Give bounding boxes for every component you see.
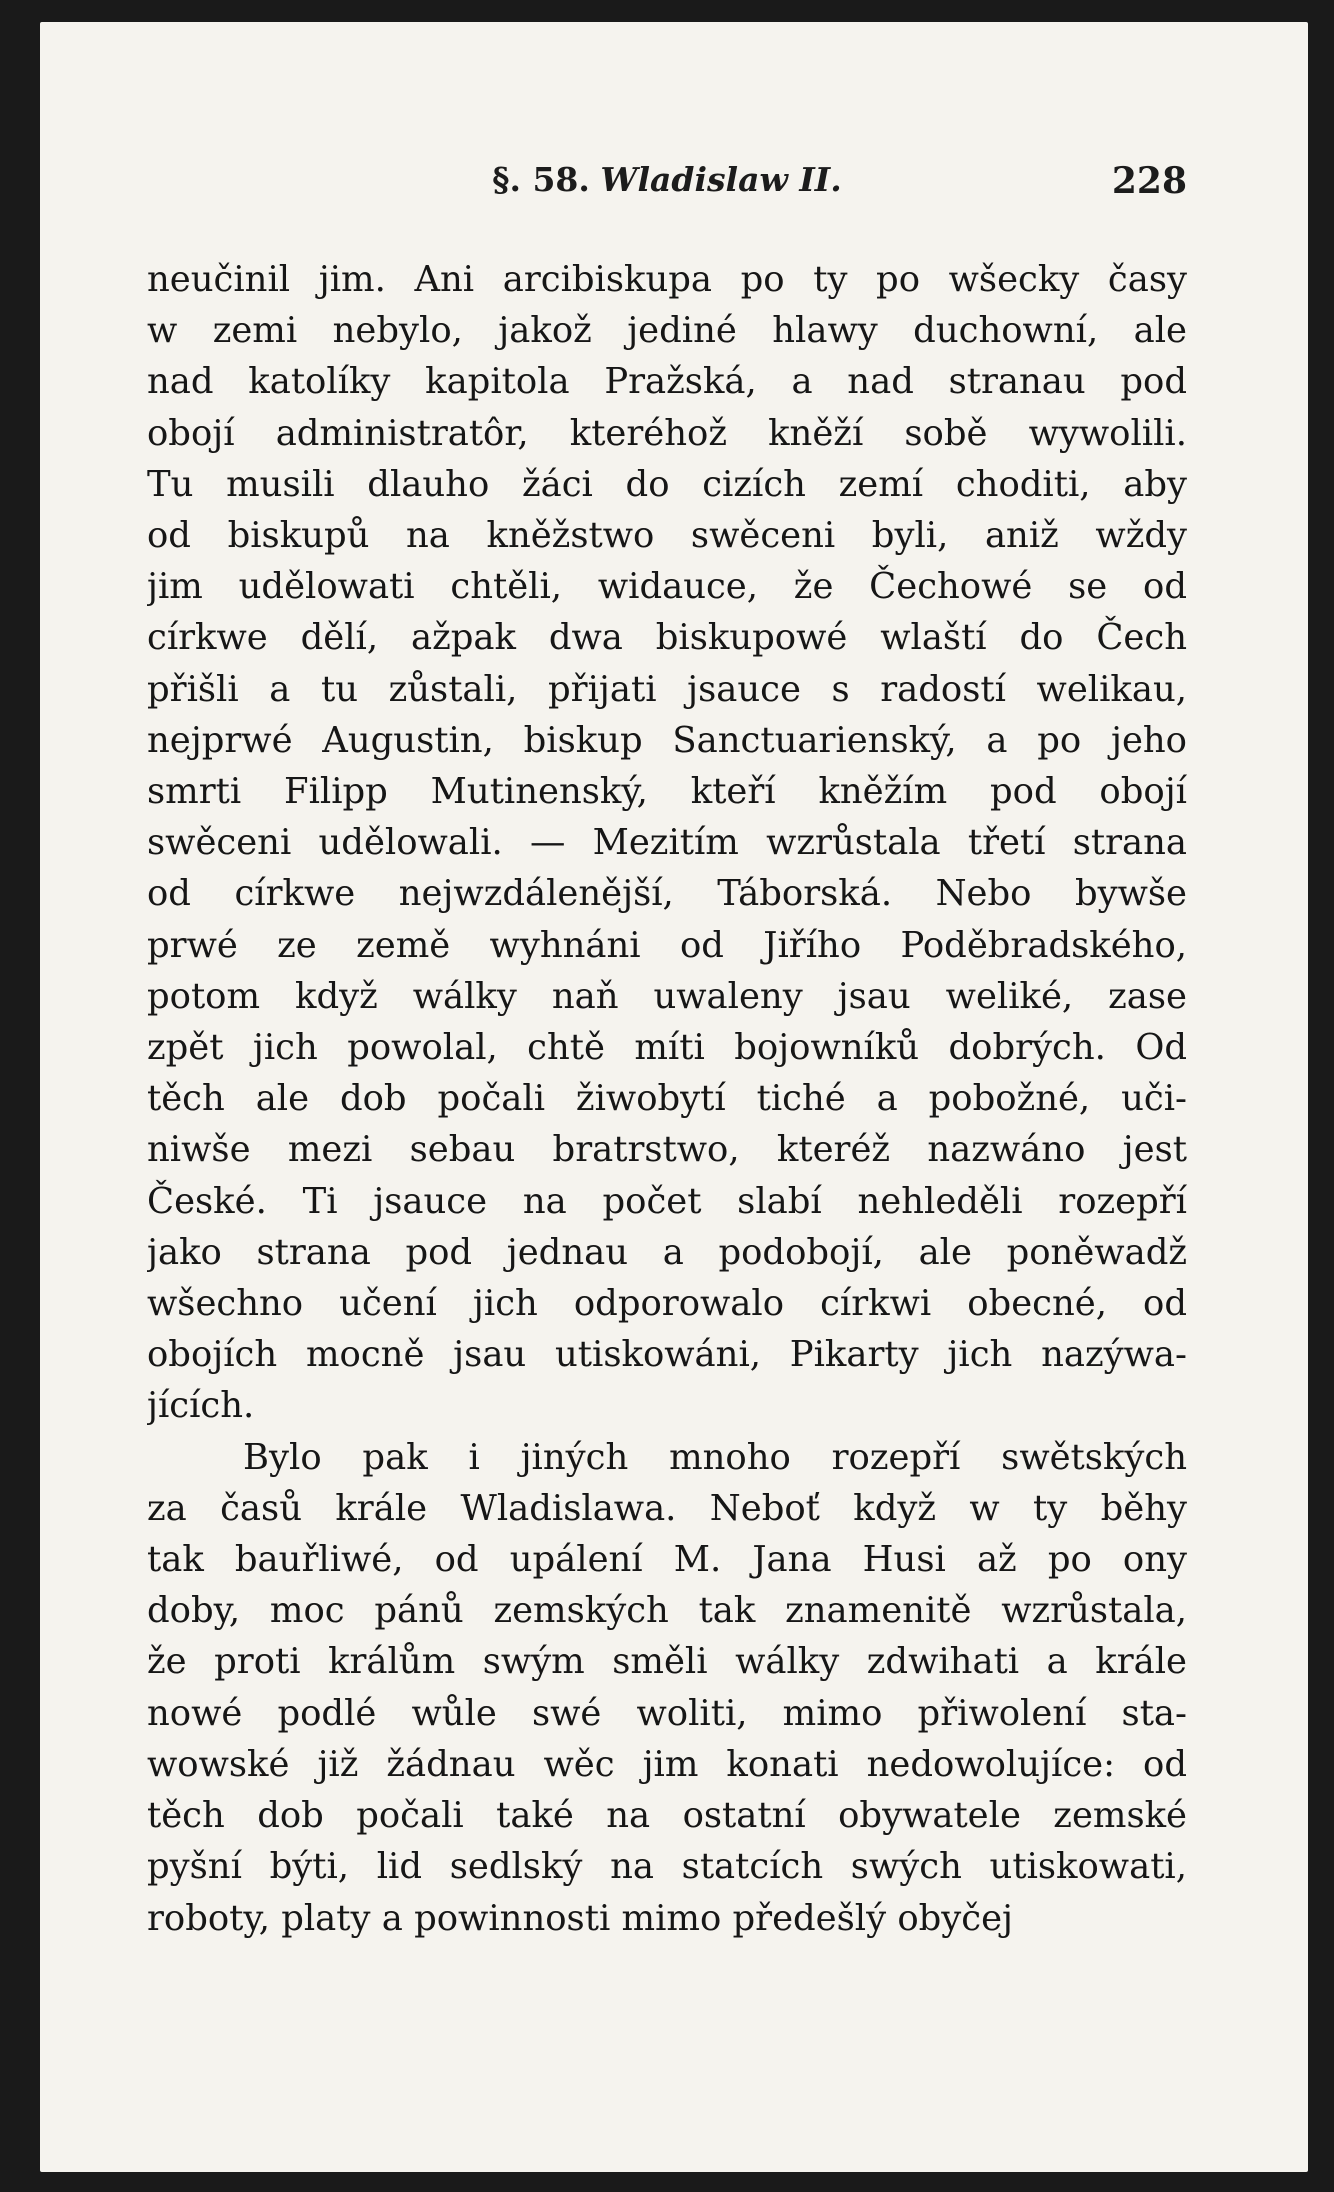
text-line: jim udělowati chtěli, widauce, že Čechowé se od bbox=[147, 566, 1187, 608]
text-line: smrti Filipp Mutinenský, kteří kněžím pod obojí bbox=[147, 771, 1187, 813]
text-line: obojí administratôr, kteréhož kněží sobě wywolili. bbox=[147, 412, 1187, 454]
page-number: 228 bbox=[1111, 160, 1187, 202]
section-number: §. 58. bbox=[492, 160, 590, 199]
text-line: Bylo pak i jiných mnoho rozepří swětských bbox=[243, 1436, 1187, 1478]
text-line: církwe dělí, ažpak dwa biskupowé wlaští do Čech bbox=[147, 617, 1187, 659]
text-line: swěceni udělowali. — Mezitím wzrůstala třetí strana bbox=[147, 822, 1187, 864]
text-line: že proti králům swým směli wálky zdwihati a krále bbox=[147, 1641, 1187, 1683]
ruler-name: Wladislaw II. bbox=[600, 160, 842, 199]
text-line: Tu musili dlauho žáci do cizích zemí choditi, aby bbox=[147, 463, 1187, 505]
text-line: wowské již žádnau wěc jim konati nedowolujíce: od bbox=[147, 1743, 1187, 1785]
text-line: od církwe nejwzdálenější, Táborská. Nebo bywše bbox=[147, 873, 1187, 915]
text-line: zpět jich powolal, chtě míti bojowníků dobrých. Od bbox=[147, 1027, 1187, 1069]
text-line: doby, moc pánů zemských tak znamenitě wzrůstala, bbox=[147, 1590, 1187, 1632]
text-line: nad katolíky kapitola Pražská, a nad stranau pod bbox=[147, 361, 1187, 403]
text-line: prwé ze země wyhnáni od Jiřího Poděbradského, bbox=[147, 924, 1187, 966]
text-line: roboty, platy a powinnosti mimo předešlý obyčej bbox=[147, 1897, 1014, 1939]
text-line: obojích mocně jsau utiskowáni, Pikarty jich nazýwa- bbox=[147, 1334, 1187, 1376]
text-line: České. Ti jsauce na počet slabí nehleděli rozepří bbox=[147, 1180, 1187, 1222]
running-title bbox=[147, 160, 1187, 199]
paragraph bbox=[147, 254, 1187, 1432]
text-line: nejprwé Augustin, biskup Sanctuarienský, a po jeho bbox=[147, 719, 1187, 761]
text-line: tak bauřliwé, od upálení M. Jana Husi až po ony bbox=[147, 1539, 1187, 1581]
text-line: w zemi nebylo, jakož jediné hlawy duchowní, ale bbox=[147, 310, 1187, 352]
text-line: těch ale dob počali žiwobytí tiché a pobožné, uči- bbox=[147, 1078, 1187, 1120]
book-page bbox=[40, 22, 1308, 2172]
text-line: wšechno učení jich odporowalo církwi obecné, od bbox=[147, 1283, 1187, 1325]
page-content bbox=[147, 160, 1187, 1944]
text-line: niwše mezi sebau bratrstwo, kteréž nazwáno jest bbox=[147, 1129, 1187, 1171]
text-line: potom když wálky naň uwaleny jsau weliké, zase bbox=[147, 975, 1187, 1017]
paragraph bbox=[147, 1432, 1187, 1944]
running-header bbox=[147, 160, 1187, 220]
text-line: neučinil jim. Ani arcibiskupa po ty po wšecky časy bbox=[147, 259, 1187, 300]
body-text bbox=[147, 254, 1187, 1944]
text-line: jících. bbox=[147, 1385, 255, 1427]
text-line: za časů krále Wladislawa. Neboť když w ty běhy bbox=[147, 1487, 1187, 1529]
text-line: přišli a tu zůstali, přijati jsauce s radostí welikau, bbox=[147, 668, 1187, 710]
text-line: pyšní býti, lid sedlský na statcích swých utiskowati, bbox=[147, 1846, 1187, 1888]
text-line: od biskupů na kněžstwo swěceni byli, aniž wždy bbox=[147, 515, 1187, 557]
text-line: jako strana pod jednau a podobojí, ale poněwadž bbox=[147, 1231, 1187, 1273]
text-line: nowé podlé wůle swé woliti, mimo přiwolení sta- bbox=[147, 1692, 1187, 1734]
text-line: těch dob počali také na ostatní obywatele zemské bbox=[147, 1795, 1187, 1837]
